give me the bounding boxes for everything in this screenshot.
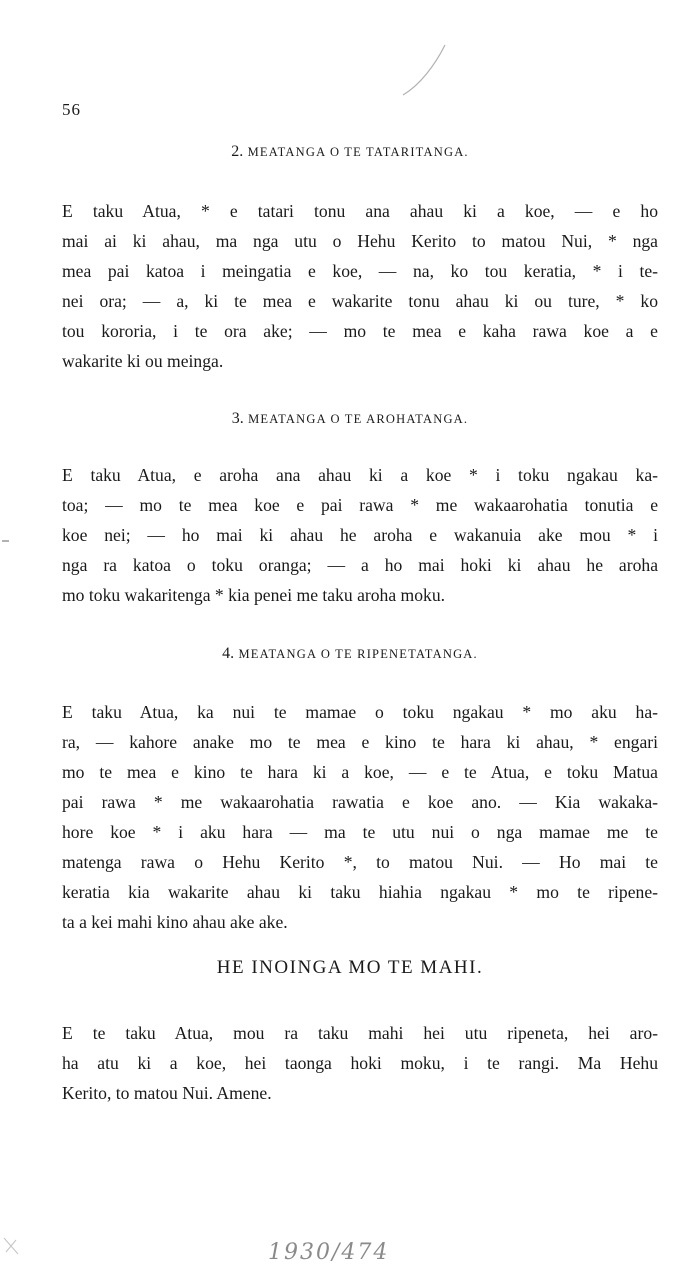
prayer-paragraph: [62, 697, 658, 937]
text-line: ra, — kahore anake mo te mea e kino te hara ki ahau, * engari: [62, 732, 658, 752]
section-title: MEATANGA O TE RIPENETATANGA.: [238, 647, 478, 661]
text-line: nga ra katoa o toku oranga; — a ho mai hoki ki ahau he aroha: [62, 555, 658, 575]
text-line: hore koe * i aku hara — ma te utu nui o nga mamae me te: [62, 822, 658, 842]
text-line: ta a kei mahi kino ahau ake ake.: [62, 912, 288, 932]
section-heading: [0, 410, 700, 428]
text-line: mo toku wakaritenga * kia penei me taku aroha moku.: [62, 585, 446, 605]
text-line: pai rawa * me wakaarohatia rawatia e koe ano. — Kia wakaka-: [62, 792, 658, 812]
page-number: 56: [62, 100, 81, 119]
text-line: Kerito, to matou Nui. Amene.: [62, 1083, 272, 1103]
prayer-paragraph: [62, 196, 658, 376]
text-line: E taku Atua, * e tatari tonu ana ahau ki a koe, — e ho: [62, 201, 658, 221]
text-line: mea pai katoa i meingatia e koe, — na, ko tou keratia, * i te-: [62, 261, 658, 281]
section-heading: [0, 143, 700, 161]
text-line: matenga rawa o Hehu Kerito *, to matou Nui. — Ho mai te: [62, 852, 658, 872]
prayer-title: HE INOINGA MO TE MAHI.: [216, 957, 484, 978]
text-line: toa; — mo te mea koe e pai rawa * me wakaarohatia tonutia e: [62, 495, 658, 515]
prayer-paragraph: [62, 460, 658, 610]
pen-stroke-mark: [395, 40, 455, 100]
handwritten-accession-number: 1930/474: [268, 1240, 390, 1265]
margin-mark: [0, 1232, 30, 1262]
text-line: mo te mea e kino te hara ki a koe, — e te Atua, e toku Matua: [62, 762, 658, 782]
section-title: MEATANGA O TE TATARITANGA.: [247, 145, 469, 159]
prayer-paragraph: [62, 1018, 658, 1108]
text-line: mai ai ki ahau, ma nga utu o Hehu Kerito to matou Nui, * nga: [62, 231, 658, 251]
text-line: keratia kia wakarite ahau ki taku hiahia ngakau * mo te ripene-: [62, 882, 658, 902]
text-line: ha atu ki a koe, hei taonga hoki moku, i te rangi. Ma Hehu: [62, 1053, 658, 1073]
section-number: 2.: [231, 143, 244, 160]
text-line: E taku Atua, e aroha ana ahau ki a koe * i toku ngakau ka-: [62, 465, 658, 485]
text-line: koe nei; — ho mai ki ahau he aroha e wakanuia ake mou * i: [62, 525, 658, 545]
section-heading: [0, 645, 700, 663]
text-line: E te taku Atua, mou ra taku mahi hei utu ripeneta, hei aro-: [62, 1023, 658, 1043]
section-number: 3.: [231, 410, 244, 427]
margin-tick: [0, 538, 12, 544]
text-line: nei ora; — a, ki te mea e wakarite tonu ahau ki ou ture, * ko: [62, 291, 658, 311]
text-line: wakarite ki ou meinga.: [62, 351, 224, 371]
section-title: MEATANGA O TE AROHATANGA.: [248, 412, 469, 426]
section-number: 4.: [222, 645, 235, 662]
text-line: E taku Atua, ka nui te mamae o toku ngakau * mo aku ha-: [62, 702, 658, 722]
text-line: tou kororia, i te ora ake; — mo te mea e kaha rawa koe a e: [62, 321, 658, 341]
